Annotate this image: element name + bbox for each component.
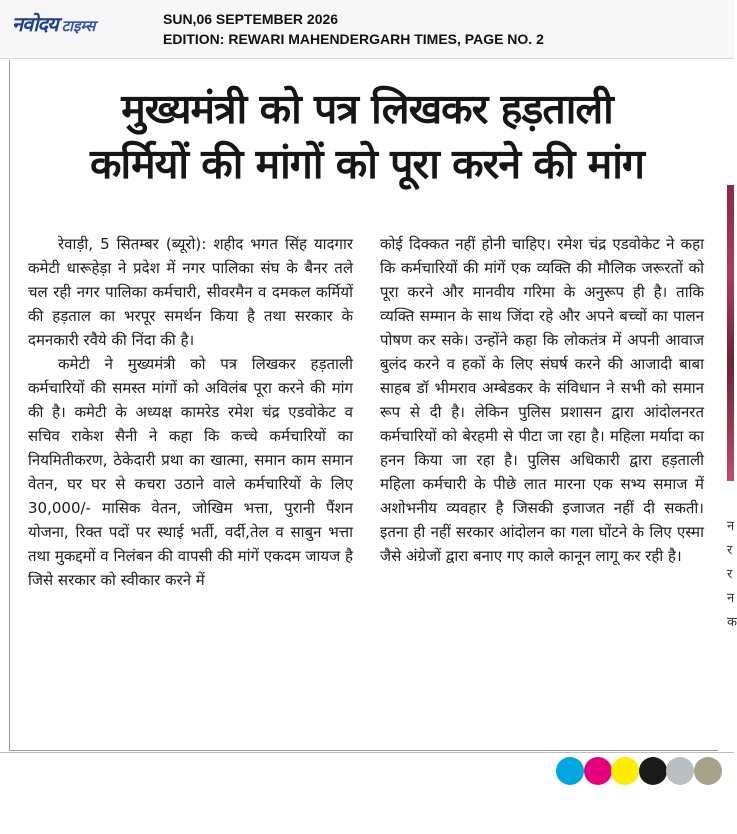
logo-sub-text: टाइम्स [61,17,96,35]
edition-info [163,9,544,49]
article-column-2 [380,232,704,568]
adjacent-photo-strip [727,185,734,481]
article-paragraph: कमेटी ने मुख्यमंत्री को पत्र लिखकर हड़ताली कर्मचारियों की समस्त मांगों को अविलंब पूरा करने की मांग की है। कमेटी के अध्यक्ष कामरेड रमेश चंद्र एडवोकेट व सचिव राकेश सैनी ने कहा कि कच्चे कर्मचारियों का नियमितीकरण, ठेकेदारी प्रथा का खात्मा, समान काम समान वेतन, घर घर से कचरा उठाने वाले कर्मचारियों के लिए 30,000/- मासिक वेतन, जोखिम भत्ता, पुरानी पैंशन योजना, रिक्त पदों पर स्थाई भर्ती, वर्दी,तेल व साबुन भत्ता तथा मुकद्दमों व निलंबन की वापसी की मांगें एकदम जायज है जिसे सरकार को स्वीकार करने में [28,355,353,589]
edition-date: SUN,06 SEPTEMBER 2026 [163,11,339,27]
registration-swatch [584,757,612,785]
registration-swatch [694,757,722,785]
article-headline [22,82,712,192]
registration-swatch [556,757,584,785]
headline-line-2: कर्मियों की मांगों को पूरा करने की मांग [89,140,644,188]
color-registration-marks [556,757,721,785]
registration-swatch [611,757,639,785]
newspaper-logo [12,10,152,40]
adjacent-article-fragment: न र र न क [727,519,737,630]
article-paragraph: रेवाड़ी, 5 सितम्बर (ब्यूरो): शहीद भगत सिंह यादगार कमेटी धारूहेड़ा ने प्रदेश में नगर पालिका संघ के बैनर तले चल रही नगर पालिका कर्मचारी, सीवरमैन व दमकल कर्मियों की हड़ताल का भरपूर समर्थन किया है तथा सरकार के दमनकारी रवैये की निंदा की है। [28,235,353,349]
registration-swatch [639,757,667,785]
masthead-bar [0,0,734,59]
logo-main-text: नवोदय [12,12,58,36]
edition-name: EDITION: REWARI MAHENDERGARH TIMES, PAGE NO. 2 [163,31,544,47]
registration-swatch [666,757,694,785]
page-divider [0,752,734,753]
article-paragraph: कोई दिक्कत नहीं होनी चाहिए। रमेश चंद्र एडवोकेट ने कहा कि कर्मचारियों की मांगें एक व्यक्ति की मौलिक जरूरतों को पूरा करने और मानवीय गरिमा के अनुरूप ही है। ताकि व्यक्ति सम्मान के साथ जिंदा रहे और अपने बच्चों का पालन पोषण कर सके। उन्होंने कहा कि लोकतंत्र में अपनी आवाज बुलंद करने व हकों के लिए संघर्ष करने की आजादी बाबा साहब डॉ भीमराव अम्बेडकर के संविधान ने सभी को समान रूप से दी है। लेकिन पुलिस प्रशासन द्वारा आंदोलनरत कर्मचारियों को बेरहमी से पीटा जा रहा है। महिला मर्यादा का हनन किया जा रहा है। पुलिस अधिकारी द्वारा हड़ताली महिला कर्मचारी के पीछे लात मारना एक सभ्य समाज में अशोभनीय व्यवहार है जिसकी इजाजत नहीं दी सकती। इतना ही नहीं सरकार आंदोलन का गला घोंटने के लिए एस्मा जैसे अंग्रेजों द्वारा बनाए गए काले कानून लागू कर रही है। [380,235,704,565]
headline-line-1: मुख्यमंत्री को पत्र लिखकर हड़ताली [121,85,613,133]
article-column-1 [28,232,353,592]
